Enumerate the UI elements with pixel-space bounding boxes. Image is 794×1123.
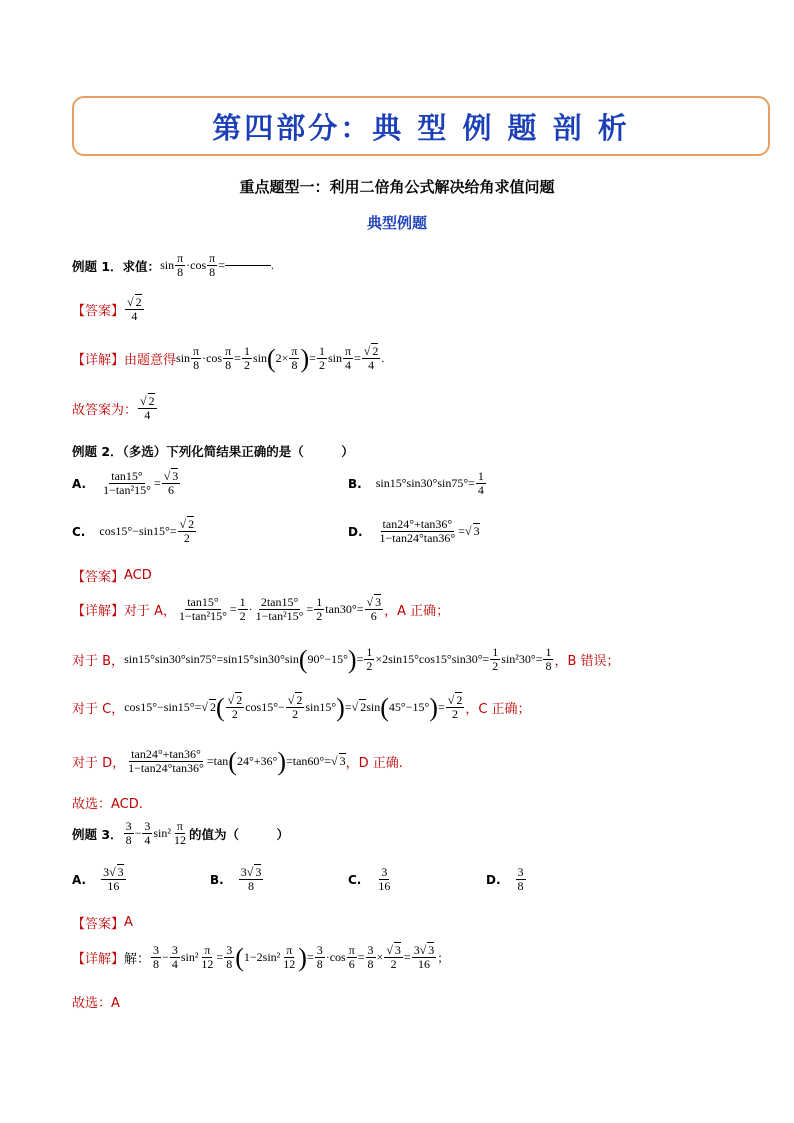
example-2-detail-c: 对于 C， cos15°−sin15°=√ 2 ( $\frac{√ 2}{2}$ cos15°− $\frac{√ 2}{2}$ sin15° ) =√ 2sin ( 45°−15° ) = $\frac{√ 2}{2}$ ，C 正确； bbox=[72, 692, 531, 722]
example-2-option-b: B. sin15°sin30°sin75°= $\frac{1}{4}$ bbox=[348, 469, 484, 497]
example-2-title: 例题 2．（多选）下列化简结果正确的是（ ） bbox=[72, 444, 354, 459]
example-3-question: 例题 3． $\frac{3}{8}$ − $\frac{3}{4}$ sin² $\frac{\pi}{12}$ 的值为（ ） bbox=[72, 819, 289, 847]
example-2-detail-b: 对于 B， sin15°sin30°sin75°=sin15°sin30°sin ( 90°−15° ) = $\frac{1}{2}$ ×2sin15°cos15°sin30°= $\frac{1}{2}$ sin²30°= $\frac{1}{8}$ ，B 错误； bbox=[72, 644, 620, 674]
example-3-option-c: C. $\frac{3}{16}$ bbox=[348, 865, 391, 893]
example-3-option-a: A. $\frac{3√ 3}{16}$ bbox=[72, 865, 124, 893]
example-2-option-d: D. $\frac{\tan 24^\circ+\tan 36^\circ}{1-\tan 24^\circ\tan 36^\circ}$ =√ 3 bbox=[348, 517, 480, 545]
example-2-option-a: A. $\frac{\tan 15^\circ}{\text{1−tan²15°}}$ = $\frac{√ 3}{6}$ bbox=[72, 469, 179, 497]
example-2-choose: 故选：ACD. bbox=[72, 797, 143, 812]
example-2-option-c: C. cos15°−sin15°= $\frac{√ 2}{2}$ bbox=[72, 517, 195, 545]
example-1-conclusion: 故答案为： $\frac{√ 2}{4}$ bbox=[72, 394, 155, 422]
banner-title: 第四部分：典 型 例 题 剖 析 bbox=[212, 111, 630, 145]
example-2-detail-d: 对于 D， $\frac{\tan 24^\circ+\tan 36^\circ}{1-\tan 24^\circ\tan 36^\circ}$ =tan ( 24°+36° ) =tan60°=√ 3 ，D 正确. bbox=[72, 746, 403, 776]
example-1-detail: 【详解】 由题意得 sin $\frac{\pi}{8}$ ·cos $\frac{\pi}{8}$ = $\frac{1}{2}$ sin ( 2× $\frac{\pi}{8}$ ) = $\frac{1}{2}$ sin $\frac{\pi}{4}$ = $\frac{√ 2}{4}$ . bbox=[72, 343, 385, 373]
example-1-question: 例题 1．求值： sin $\frac{\pi}{8}$ ·cos $\frac{\pi}{8}$ = . bbox=[72, 251, 274, 279]
example-3-choose: 故选：A bbox=[72, 996, 120, 1011]
example-2-answer: 【答案】 ACD bbox=[72, 568, 152, 585]
example-1-answer: 【答案】 $\frac{√ 2}{4}$ bbox=[72, 295, 142, 323]
example-3-option-b: B. $\frac{3√ 3}{8}$ bbox=[210, 865, 262, 893]
section-banner bbox=[72, 96, 770, 156]
example-1-title: 例题 1．求值： bbox=[72, 258, 161, 274]
example-3-option-d: D. $\frac{3}{8}$ bbox=[486, 865, 524, 893]
example-3-detail: 【详解】 解： $\frac{3}{8}$ − $\frac{3}{4}$ sin² $\frac{\pi}{12}$ = $\frac{3}{8}$ ( 1−2sin² $\frac{\pi}{12}$ ) = $\frac{3}{8}$ ·cos $\frac{\pi}{6}$ = $\frac{3}{8}$ × $\frac{√ 3}{2}$ = $\frac{3√ 3}{16}$ ； bbox=[72, 942, 450, 972]
section-subtitle: 典型例题 bbox=[366, 214, 427, 232]
example-3-answer: 【答案】 A bbox=[72, 915, 133, 932]
section-title: 重点题型一：利用二倍角公式解决给角求值问题 bbox=[239, 178, 555, 196]
example-2-detail-a: 【详解】 对于 A， $\frac{\tan 15^\circ}{\text{1−tan²15°}}$ = $\frac{1}{2}$ · $\frac{2\tan 15^\circ}{\text{1−tan²15°}}$ = $\frac{1}{2}$ tan30°= $\frac{√ 3}{6}$ ，A 正确； bbox=[72, 595, 450, 623]
